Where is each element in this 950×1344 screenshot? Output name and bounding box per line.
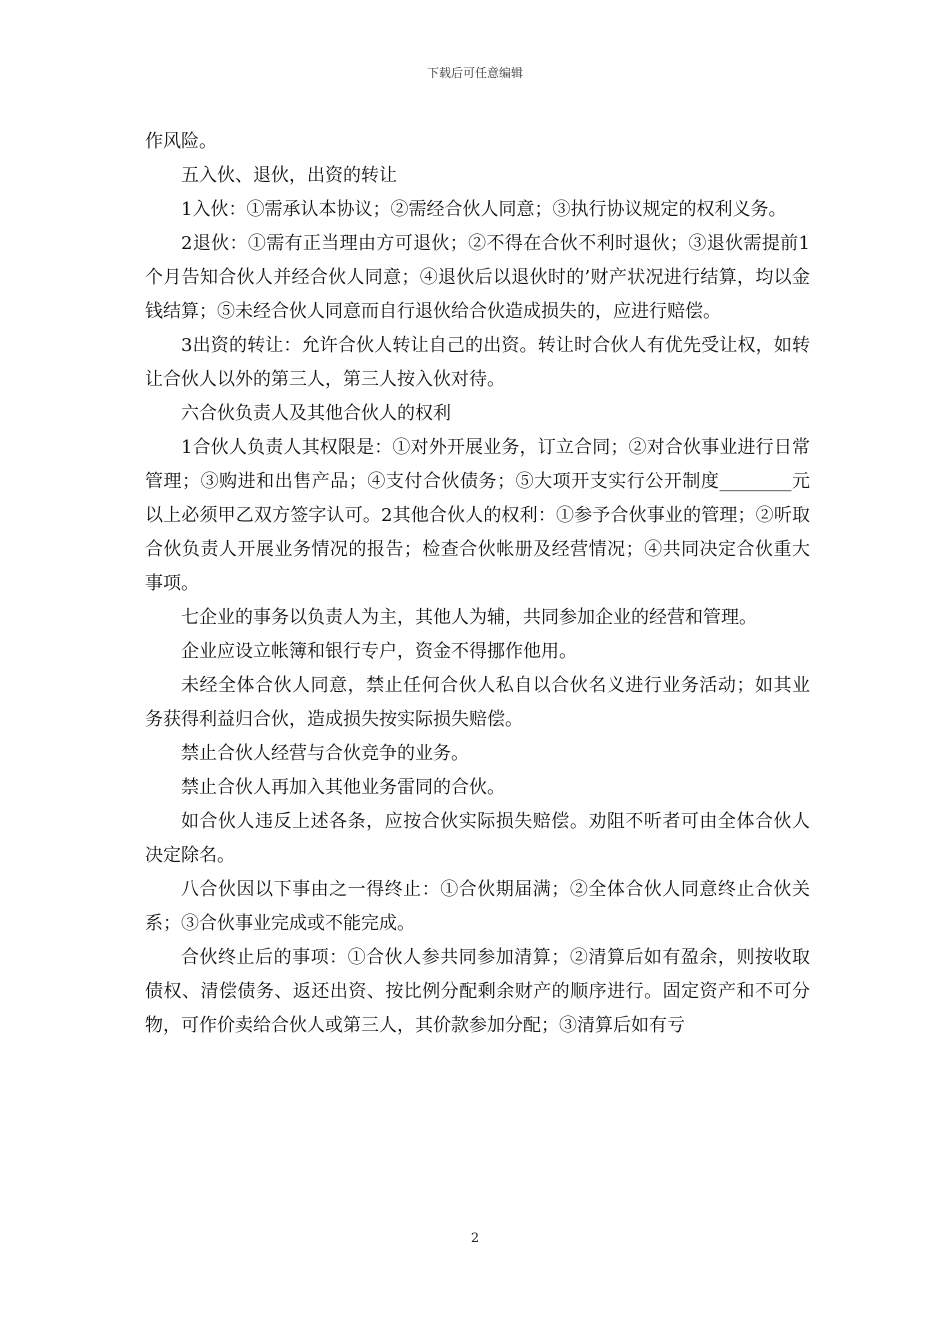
paragraph: 作风险。 bbox=[145, 131, 217, 152]
page-header: 下载后可任意编辑 bbox=[426, 66, 523, 80]
paragraph: 七企业的事务以负责人为主，其他人为辅，共同参加企业的经营和管理。 bbox=[181, 607, 757, 628]
paragraph: 五入伙、退伙，出资的转让 bbox=[181, 165, 397, 186]
paragraph: 八合伙因以下事由之一得终止：①合伙期届满；②全体合伙人同意终止合伙关系；③合伙事业完成或不能完成。 bbox=[145, 879, 810, 934]
paragraph: 3出资的转让：允许合伙人转让自己的出资。转让时合伙人有优先受让权，如转让合伙人以外的第三人，第三人按入伙对待。 bbox=[145, 335, 810, 390]
paragraph: 如合伙人违反上述各条，应按合伙实际损失赔偿。劝阻不听者可由全体合伙人决定除名。 bbox=[145, 811, 810, 866]
paragraph: 企业应设立帐簿和银行专户，资金不得挪作他用。 bbox=[181, 641, 577, 662]
paragraph: 禁止合伙人再加入其他业务雷同的合伙。 bbox=[181, 777, 505, 798]
document-body bbox=[145, 125, 810, 1043]
page-number: 2 bbox=[470, 1231, 480, 1246]
paragraph: 2退伙：①需有正当理由方可退伙；②不得在合伙不利时退伙；③退伙需提前1个月告知合伙人并经合伙人同意；④退伙后以退伙时的’财产状况进行结算，均以金钱结算；⑤未经合伙人同意而自行退伙给合伙造成损失的，应进行赔偿。 bbox=[145, 233, 810, 322]
paragraph: 禁止合伙人经营与合伙竞争的业务。 bbox=[181, 743, 469, 764]
paragraph: 1入伙：①需承认本协议；②需经合伙人同意；③执行协议规定的权利义务。 bbox=[181, 199, 787, 220]
paragraph: 1合伙人负责人其权限是：①对外开展业务，订立合同；②对合伙事业进行日常管理；③购进和出售产品；④支付合伙债务；⑤大项开支实行公开制度________元以上必须甲乙双方签字认可。2其他合伙人的权利：①参予合伙事业的管理；②听取合伙负责人开展业务情况的报告；检查合伙帐册及经营情况；④共同决定合伙重大事项。 bbox=[145, 437, 810, 594]
paragraph: 合伙终止后的事项：①合伙人参共同参加清算；②清算后如有盈余，则按收取债权、清偿债务、返还出资、按比例分配剩余财产的顺序进行。固定资产和不可分物，可作价卖给合伙人或第三人，其价款参加分配；③清算后如有亏 bbox=[145, 947, 810, 1036]
paragraph: 六合伙负责人及其他合伙人的权利 bbox=[181, 403, 451, 424]
paragraph: 未经全体合伙人同意，禁止任何合伙人私自以合伙名义进行业务活动；如其业务获得利益归合伙，造成损失按实际损失赔偿。 bbox=[145, 675, 810, 730]
